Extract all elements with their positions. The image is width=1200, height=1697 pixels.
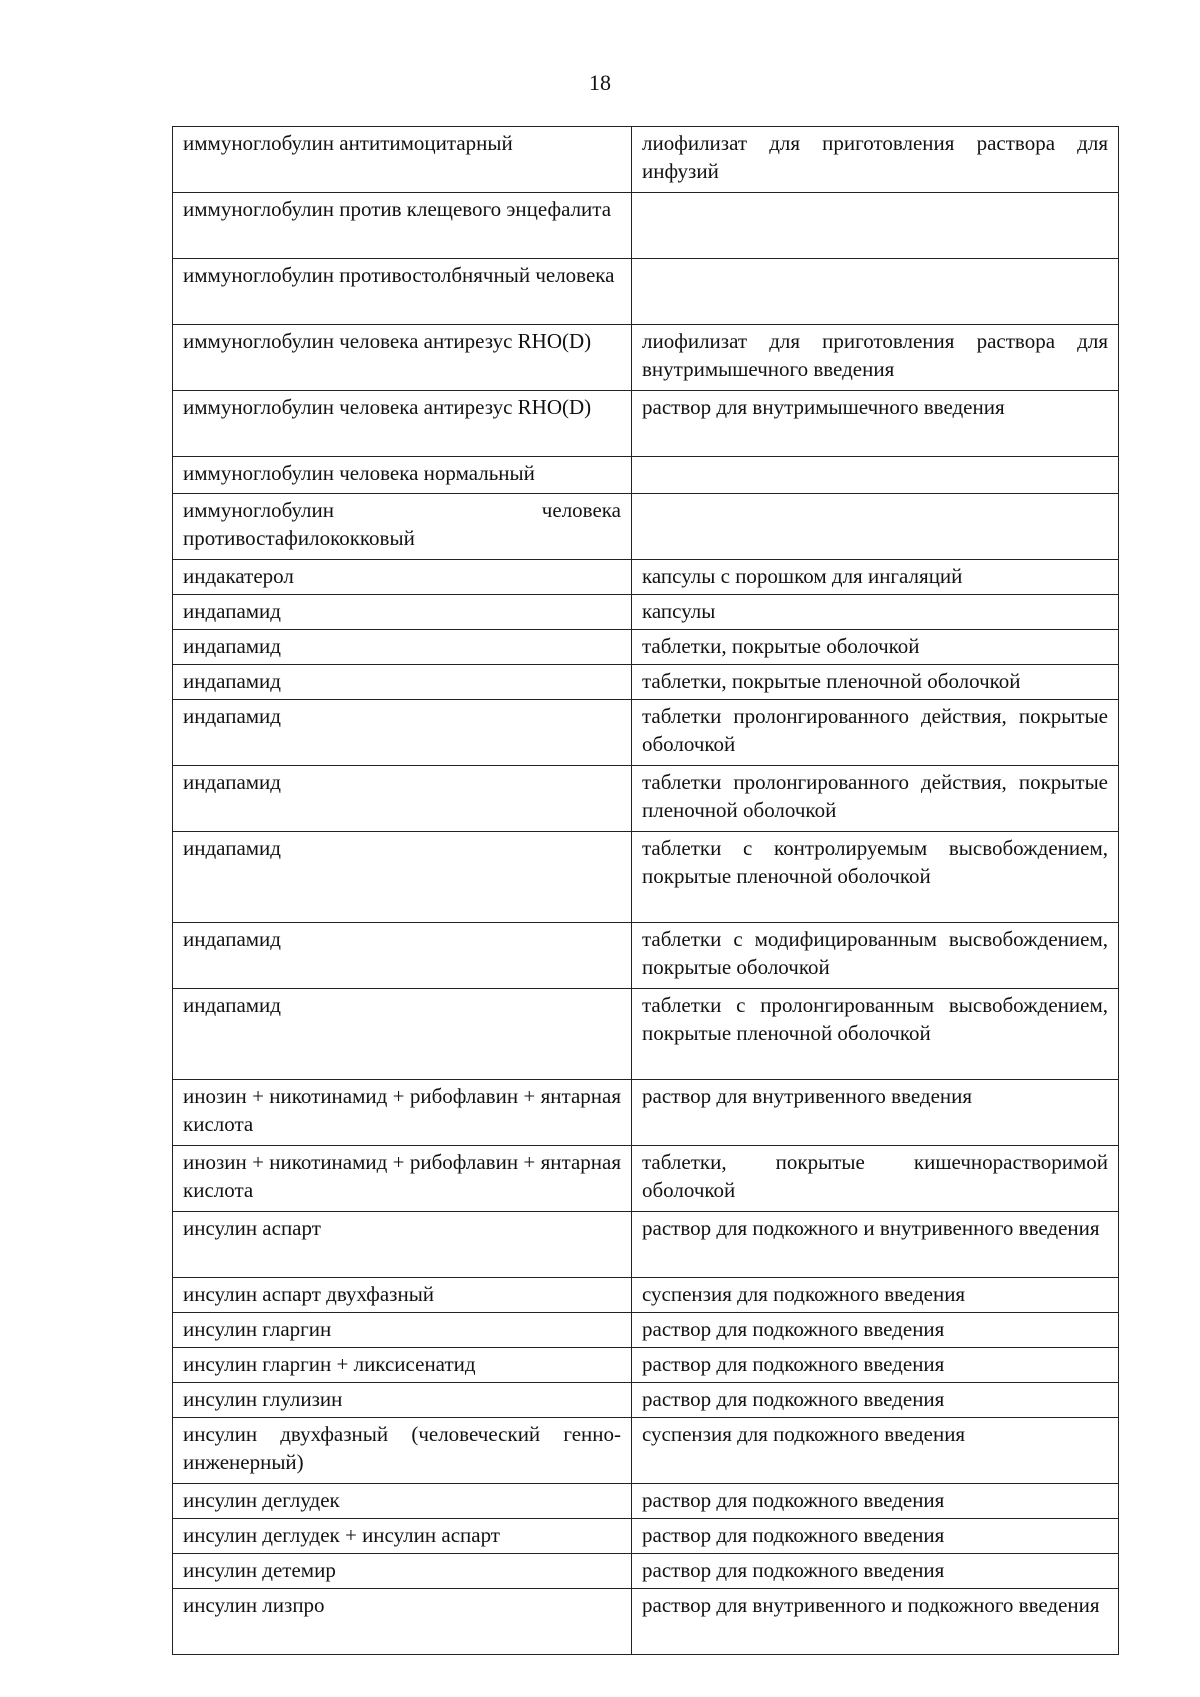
drug-name-cell: инозин + никотинамид + рибофлавин + янтарная кислота [173,1146,632,1212]
drug-name-cell: инсулин аспарт двухфазный [173,1278,632,1313]
table-row [173,127,1119,193]
drug-name-cell: иммуноглобулин антитимоцитарный [173,127,632,193]
drug-name-cell: инсулин глулизин [173,1383,632,1418]
dosage-form-cell [632,494,1119,560]
drug-table-body [173,127,1119,1655]
dosage-form-cell: таблетки пролонгированного действия, покрытые пленочной оболочкой [632,766,1119,832]
drug-name-cell: инсулин детемир [173,1554,632,1589]
table-row [173,630,1119,665]
table-row [173,1313,1119,1348]
table-row [173,1519,1119,1554]
dosage-form-cell: таблетки с пролонгированным высвобождением, покрытые пленочной оболочкой [632,989,1119,1080]
table-row [173,1348,1119,1383]
table-row [173,832,1119,923]
table-row [173,259,1119,325]
table-row [173,989,1119,1080]
table-row [173,1418,1119,1484]
dosage-form-cell [632,259,1119,325]
dosage-form-cell: таблетки, покрытые оболочкой [632,630,1119,665]
drug-name-cell: индапамид [173,766,632,832]
dosage-form-cell: лиофилизат для приготовления раствора для внутримышечного введения [632,325,1119,391]
drug-name-cell: индакатерол [173,560,632,595]
dosage-form-cell: раствор для внутривенного введения [632,1080,1119,1146]
drug-name-cell: индапамид [173,832,632,923]
table-row [173,325,1119,391]
table-row [173,1278,1119,1313]
dosage-form-cell: капсулы с порошком для ингаляций [632,560,1119,595]
dosage-form-cell: раствор для подкожного введения [632,1313,1119,1348]
dosage-form-cell: раствор для подкожного введения [632,1519,1119,1554]
drug-name-cell: индапамид [173,989,632,1080]
table-row [173,766,1119,832]
dosage-form-cell: таблетки, покрытые кишечнорастворимой оболочкой [632,1146,1119,1212]
drug-name-cell: иммуноглобулин человека нормальный [173,457,632,494]
table-row [173,1212,1119,1278]
table-row [173,665,1119,700]
table-row [173,1554,1119,1589]
drug-name-cell: инсулин лизпро [173,1589,632,1655]
drug-name-cell: инсулин двухфазный (человеческий генно-инженерный) [173,1418,632,1484]
table-row [173,1484,1119,1519]
drug-name-cell: инозин + никотинамид + рибофлавин + янтарная кислота [173,1080,632,1146]
drug-name-cell: инсулин гларгин [173,1313,632,1348]
dosage-form-cell [632,457,1119,494]
table-row [173,1383,1119,1418]
dosage-form-cell: суспензия для подкожного введения [632,1278,1119,1313]
table-row [173,457,1119,494]
dosage-form-cell: таблетки пролонгированного действия, покрытые оболочкой [632,700,1119,766]
drug-name-cell: иммуноглобулин человека противостафилококковый [173,494,632,560]
dosage-form-cell: раствор для подкожного введения [632,1348,1119,1383]
table-row [173,923,1119,989]
dosage-form-cell: раствор для внутримышечного введения [632,391,1119,457]
drug-name-cell: иммуноглобулин человека антирезус RHO(D) [173,325,632,391]
dosage-form-cell: таблетки с модифицированным высвобождением, покрытые оболочкой [632,923,1119,989]
dosage-form-cell: капсулы [632,595,1119,630]
dosage-form-cell: раствор для подкожного введения [632,1383,1119,1418]
drug-name-cell: инсулин аспарт [173,1212,632,1278]
table-row [173,700,1119,766]
drug-name-cell: инсулин деглудек + инсулин аспарт [173,1519,632,1554]
table-row [173,1146,1119,1212]
table-row [173,391,1119,457]
drug-name-cell: индапамид [173,630,632,665]
dosage-form-cell: раствор для подкожного и внутривенного введения [632,1212,1119,1278]
dosage-form-cell: лиофилизат для приготовления раствора для инфузий [632,127,1119,193]
dosage-form-cell: суспензия для подкожного введения [632,1418,1119,1484]
table-row [173,595,1119,630]
page-number: 18 [589,70,611,95]
drug-name-cell: индапамид [173,700,632,766]
drug-name-cell: инсулин деглудек [173,1484,632,1519]
dosage-form-cell: раствор для подкожного введения [632,1484,1119,1519]
table-row [173,560,1119,595]
drug-name-cell: индапамид [173,665,632,700]
drug-name-cell: иммуноглобулин против клещевого энцефалита [173,193,632,259]
dosage-form-cell: раствор для подкожного введения [632,1554,1119,1589]
table-row [173,193,1119,259]
drug-name-cell: инсулин гларгин + ликсисенатид [173,1348,632,1383]
drug-name-cell: индапамид [173,923,632,989]
drug-name-cell: иммуноглобулин противостолбнячный человека [173,259,632,325]
dosage-form-cell: таблетки с контролируемым высвобождением, покрытые пленочной оболочкой [632,832,1119,923]
table-row [173,494,1119,560]
drug-name-cell: иммуноглобулин человека антирезус RHO(D) [173,391,632,457]
dosage-form-cell: раствор для внутривенного и подкожного введения [632,1589,1119,1655]
drug-table [172,126,1119,1655]
dosage-form-cell: таблетки, покрытые пленочной оболочкой [632,665,1119,700]
table-row [173,1589,1119,1655]
table-row [173,1080,1119,1146]
drug-name-cell: индапамид [173,595,632,630]
dosage-form-cell [632,193,1119,259]
